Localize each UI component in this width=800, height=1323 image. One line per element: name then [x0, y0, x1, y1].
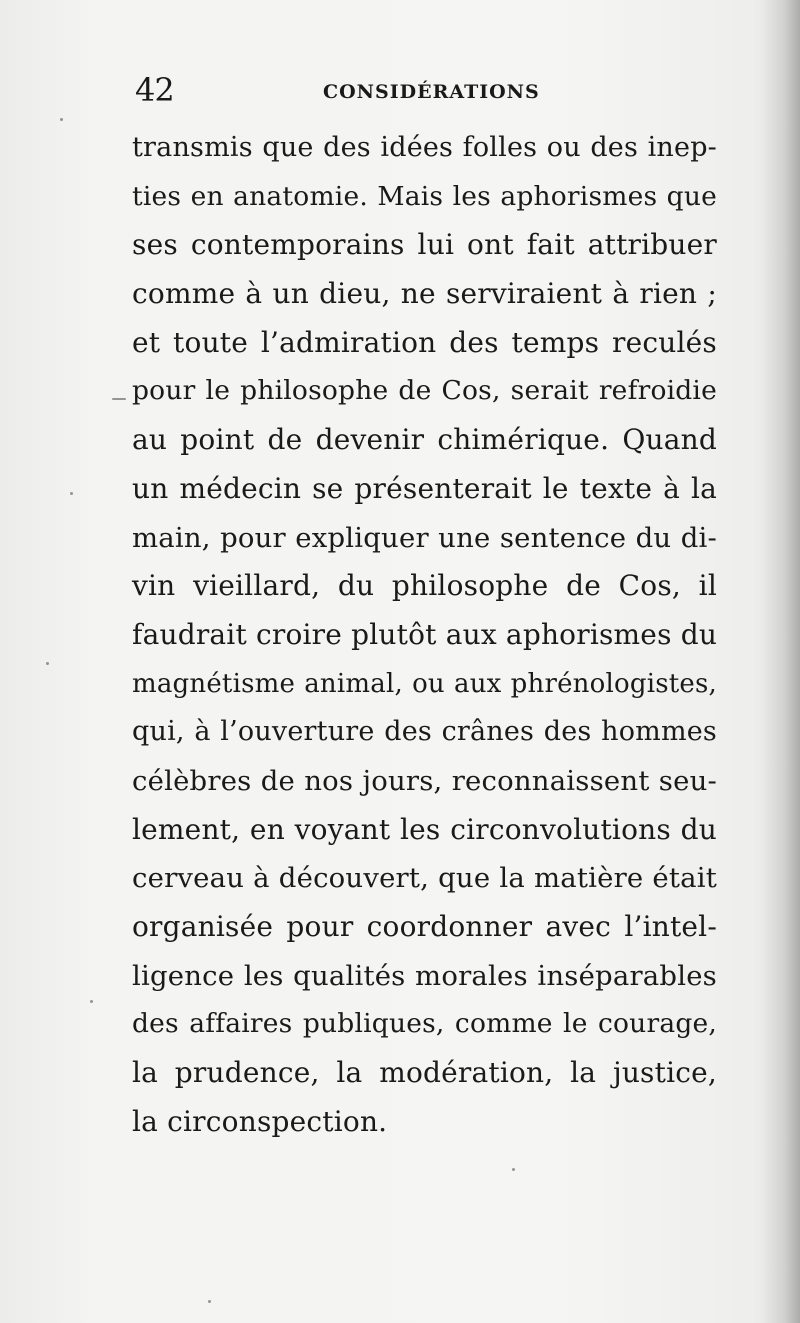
text-line: et toute l’admiration des temps reculés	[132, 325, 717, 359]
paper-speck	[46, 662, 49, 665]
body-text	[132, 124, 717, 1146]
text-line: ses contemporains lui ont fait attribuer	[132, 228, 717, 262]
text-line: cerveau à découvert, que la matière était	[132, 862, 717, 895]
page-edge-shadow	[762, 0, 800, 1323]
paper-speck	[70, 492, 73, 495]
text-line: pour le philosophe de Cos, serait refroidie	[132, 375, 717, 407]
text-line: vin vieillard, du philosophe de Cos, il	[132, 569, 717, 603]
paper-speck	[112, 398, 126, 400]
text-line: la prudence, la modération, la justice,	[132, 1056, 717, 1090]
text-line: main, pour expliquer une sentence du di-	[132, 521, 717, 554]
paper-speck	[90, 1000, 93, 1003]
text-line: au point de devenir chimérique. Quand	[132, 423, 717, 457]
text-line: magnétisme animal, ou aux phrénologistes,	[132, 668, 717, 699]
paper-speck	[60, 118, 63, 121]
text-line: comme à un dieu, ne serviraient à rien ;	[132, 277, 717, 311]
text-line: organisée pour coordonner avec l’intel-	[132, 910, 717, 943]
text-line: un médecin se présenterait le texte à la	[132, 471, 717, 505]
running-head	[135, 72, 715, 112]
text-line: lement, en voyant les circonvolutions du	[132, 812, 717, 846]
paper-speck	[512, 1168, 515, 1171]
paper-speck	[208, 1300, 211, 1303]
text-line: ligence les qualités morales inséparables	[132, 959, 717, 992]
text-line: faudrait croire plutôt aux aphorismes du	[132, 617, 718, 651]
text-line-last: la circonspection.	[132, 1104, 388, 1138]
text-line: transmis que des idées folles ou des inep-	[132, 132, 717, 163]
text-line: célèbres de nos jours, reconnaissent seu-	[132, 764, 717, 797]
text-line: ties en anatomie. Mais les aphorismes que	[132, 180, 717, 212]
page-number: 42	[135, 71, 174, 109]
running-title: CONSIDÉRATIONS	[323, 81, 540, 103]
text-line: qui, à l’ouverture des crânes des hommes	[132, 716, 717, 748]
text-line: des affaires publiques, comme le courage,	[132, 1008, 717, 1040]
